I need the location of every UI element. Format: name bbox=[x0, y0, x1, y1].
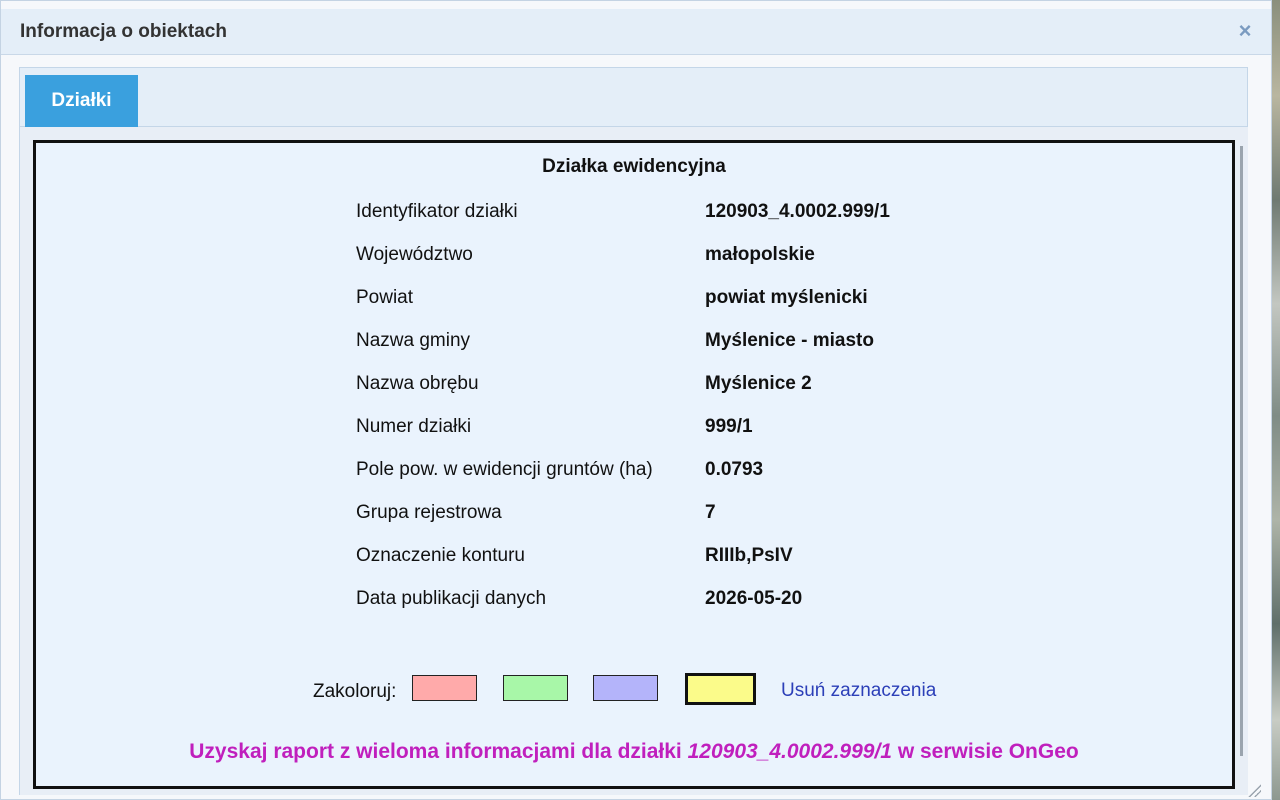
info-row bbox=[36, 502, 1232, 532]
info-row bbox=[36, 545, 1232, 575]
panel-heading: Działka ewidencyjna bbox=[542, 156, 726, 177]
color-swatch-red[interactable] bbox=[412, 675, 477, 701]
info-label: Województwo bbox=[356, 244, 473, 265]
info-label: Numer działki bbox=[356, 416, 472, 437]
colorize-row bbox=[36, 673, 1232, 709]
info-label: Identyfikator działki bbox=[356, 201, 518, 222]
vertical-scrollbar[interactable] bbox=[1240, 146, 1243, 756]
info-row bbox=[36, 287, 1232, 317]
info-value: 120903_4.0002.999/1 bbox=[705, 201, 890, 222]
report-link[interactable] bbox=[36, 740, 1232, 764]
info-value: Myślenice - miasto bbox=[705, 330, 874, 351]
colorize-label: Zakoloruj: bbox=[313, 681, 397, 702]
report-prefix: Uzyskaj raport z wieloma informacjami dla działki bbox=[189, 740, 682, 763]
info-label: Grupa rejestrowa bbox=[356, 502, 502, 523]
info-row bbox=[36, 588, 1232, 618]
report-suffix: w serwisie OnGeo bbox=[897, 740, 1079, 763]
info-value: 0.0793 bbox=[705, 459, 764, 480]
info-row bbox=[36, 416, 1232, 446]
info-value: RIIIb,PsIV bbox=[705, 545, 793, 566]
info-row bbox=[36, 459, 1232, 489]
info-value: powiat myślenicki bbox=[705, 287, 868, 308]
info-row bbox=[36, 244, 1232, 274]
dialog-title: Informacja o obiektach bbox=[20, 21, 227, 42]
info-label: Nazwa gminy bbox=[356, 330, 471, 351]
info-row bbox=[36, 373, 1232, 403]
close-icon[interactable]: × bbox=[1238, 18, 1252, 43]
clear-selection-link[interactable]: Usuń zaznaczenia bbox=[781, 680, 937, 701]
map-background-strip bbox=[1272, 0, 1280, 800]
resize-grip-icon[interactable] bbox=[1247, 783, 1261, 797]
parcel-info-panel bbox=[33, 140, 1235, 789]
info-label: Data publikacji danych bbox=[356, 588, 547, 609]
info-row bbox=[36, 330, 1232, 360]
tab-bar bbox=[19, 67, 1248, 127]
info-label: Powiat bbox=[356, 287, 414, 308]
color-swatch-yellow[interactable] bbox=[685, 673, 756, 705]
dialog-titlebar[interactable] bbox=[1, 9, 1271, 55]
info-label: Pole pow. w ewidencji gruntów (ha) bbox=[356, 459, 653, 480]
color-swatch-blue[interactable] bbox=[593, 675, 658, 701]
info-label: Oznaczenie konturu bbox=[356, 545, 525, 566]
info-value: Myślenice 2 bbox=[705, 373, 812, 394]
tab-dzialki[interactable]: Działki bbox=[25, 75, 138, 127]
info-value: 2026-05-20 bbox=[705, 588, 803, 609]
color-swatch-green[interactable] bbox=[503, 675, 568, 701]
report-parcel-id: 120903_4.0002.999/1 bbox=[687, 740, 892, 763]
info-label: Nazwa obrębu bbox=[356, 373, 479, 394]
info-value: małopolskie bbox=[705, 244, 815, 265]
info-value: 7 bbox=[705, 502, 716, 523]
info-row bbox=[36, 201, 1232, 231]
info-value: 999/1 bbox=[705, 416, 753, 437]
